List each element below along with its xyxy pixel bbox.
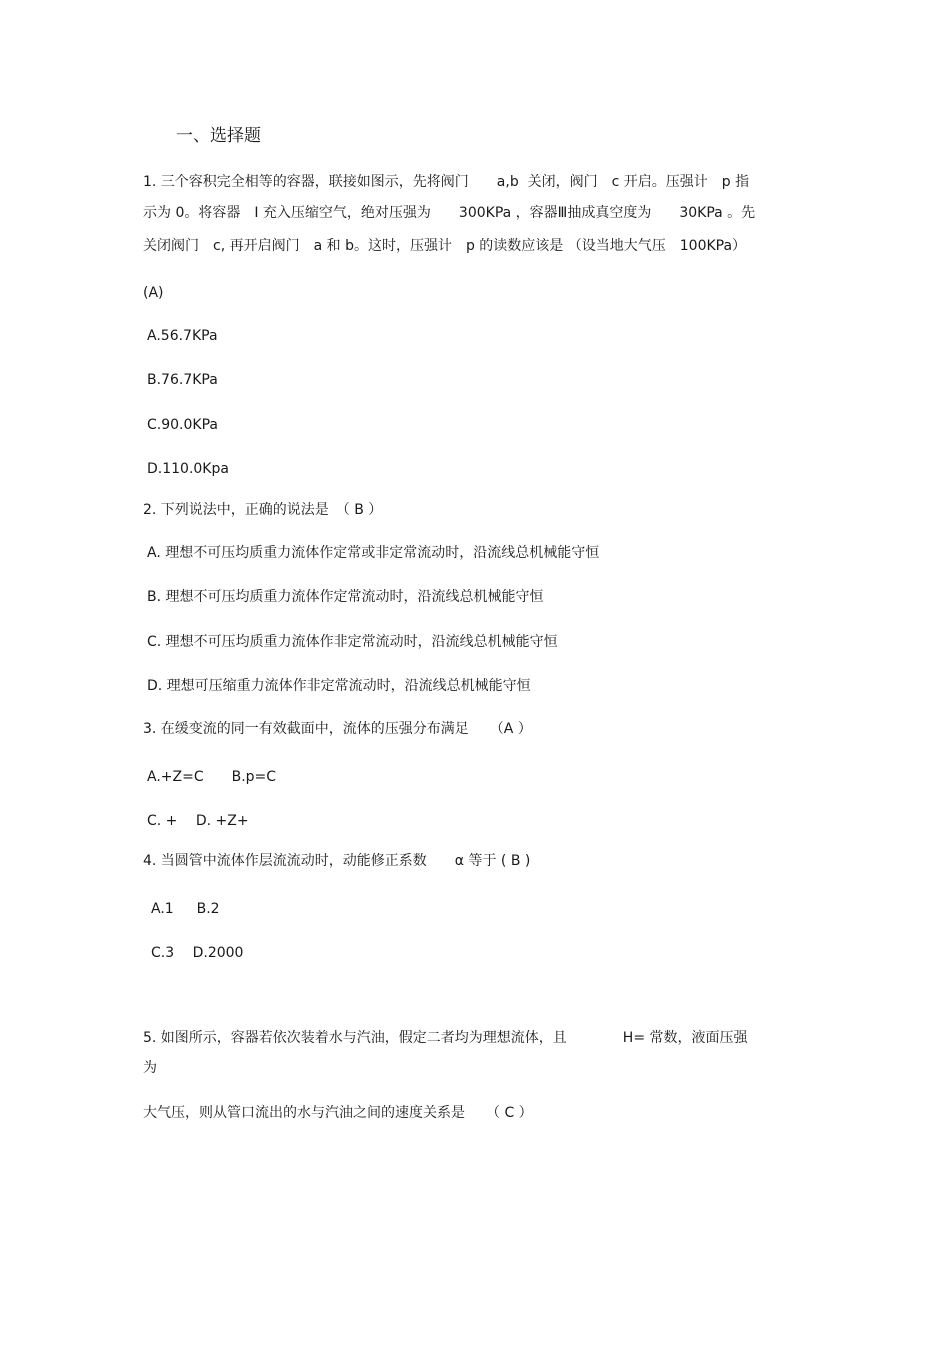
q3-options-cd: C. + D. +Z+ bbox=[147, 813, 249, 829]
q2-option-c: C. 理想不可压均质重力流体作非定常流动时，沿流线总机械能守恒 bbox=[147, 634, 558, 650]
q1-option-c: C.90.0KPa bbox=[147, 417, 218, 433]
q3-stem: 3. 在缓变流的同一有效截面中，流体的压强分布满足 （A ） bbox=[143, 721, 532, 737]
q1-line-1: 1. 三个容积完全相等的容器，联接如图示，先将阀门 a,b 关闭，阀门 c 开启。压强计 p 指 bbox=[143, 174, 750, 190]
q2-option-b: B. 理想不可压均质重力流体作定常流动时，沿流线总机械能守恒 bbox=[147, 589, 544, 605]
q4-options-ab: A.1 B.2 bbox=[151, 901, 220, 917]
q1-line-2: 示为 0。将容器 I 充入压缩空气，绝对压强为 300KPa ，容器Ⅲ抽成真空度为 30KPa 。先 bbox=[143, 205, 756, 221]
q2-stem: 2. 下列说法中，正确的说法是 （ B ） bbox=[143, 502, 383, 518]
q5-line-2: 为 bbox=[143, 1060, 157, 1076]
q2-option-d: D. 理想可压缩重力流体作非定常流动时，沿流线总机械能守恒 bbox=[147, 678, 531, 694]
q1-line-3: 关闭阀门 c, 再开启阀门 a 和 b。这时，压强计 p 的读数应该是 （设当地大气压 100KPa） bbox=[143, 238, 747, 254]
q3-options-ab: A.+Z=C B.p=C bbox=[147, 769, 277, 785]
q1-answer: (A) bbox=[143, 285, 164, 301]
q5-line-3: 大气压，则从管口流出的水与汽油之间的速度关系是 （ C ） bbox=[143, 1105, 533, 1121]
q2-option-a: A. 理想不可压均质重力流体作定常或非定常流动时，沿流线总机械能守恒 bbox=[147, 545, 600, 561]
q1-option-b: B.76.7KPa bbox=[147, 372, 218, 388]
q1-option-d: D.110.0Kpa bbox=[147, 461, 229, 477]
q4-options-cd: C.3 D.2000 bbox=[151, 945, 244, 961]
section-title: 一、选择题 bbox=[176, 126, 261, 146]
q5-line-1: 5. 如图所示，容器若依次装着水与汽油，假定二者均为理想流体，且 H= 常数，液面压强 bbox=[143, 1030, 748, 1046]
q4-stem: 4. 当圆管中流体作层流流动时，动能修正系数 α 等于 ( B ) bbox=[143, 853, 531, 869]
q1-option-a: A.56.7KPa bbox=[147, 328, 218, 344]
